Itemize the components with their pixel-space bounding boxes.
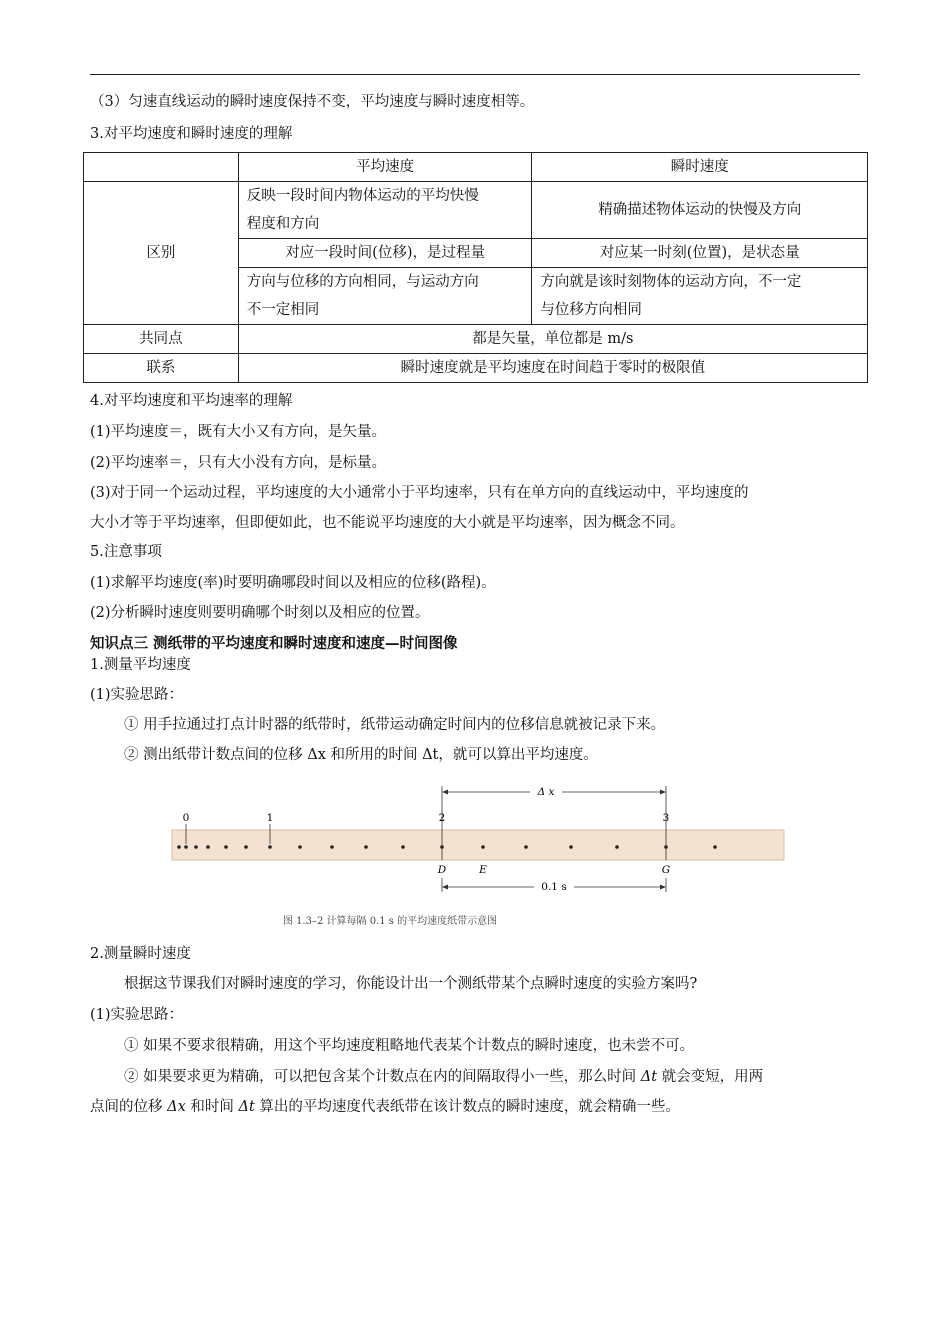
measure-avg-idea: (1)实验思路： xyxy=(90,687,184,703)
step3-text-a: 点间的位移 xyxy=(90,1099,168,1115)
kp3-title: 知识点三 测纸带的平均速度和瞬时速度和速度—时间图像 xyxy=(90,635,458,652)
tape-dot xyxy=(440,845,444,849)
diff-inst-3 xyxy=(532,268,868,325)
step2-text-a: ② 如果要求更为精确，可以把包含某个计数点在内的间隔取得小一些，那么时间 xyxy=(124,1069,641,1085)
cell-line: 程度和方向 xyxy=(246,216,320,232)
section3-title: 3.对平均速度和瞬时速度的理解 xyxy=(90,126,293,142)
cell-line: 不一定相同 xyxy=(246,302,320,318)
header-rule xyxy=(90,74,860,75)
tape-dot xyxy=(364,845,368,849)
tape-dot xyxy=(194,845,198,849)
table-header-row xyxy=(84,153,868,182)
diff-avg-1 xyxy=(238,182,532,239)
comparison-table xyxy=(83,152,868,383)
tape-dot xyxy=(177,845,181,849)
paper-tape xyxy=(172,830,784,860)
step3-text-b: 和时间 xyxy=(185,1099,239,1115)
cell-line: 与位移方向相同 xyxy=(540,302,642,318)
tape-dot xyxy=(664,845,668,849)
dx-arrowhead-left xyxy=(442,790,448,795)
dx-label: Δ x xyxy=(537,786,555,798)
step3-text-c: 算出的平均速度代表纸带在该计数点的瞬时速度，就会精确一些。 xyxy=(254,1099,680,1115)
point-label-g: G xyxy=(661,864,671,876)
header-avg-velocity: 平均速度 xyxy=(238,153,532,182)
count-label-0: 0 xyxy=(182,812,190,824)
measure-inst-question: 根据这节课我们对瞬时速度的学习，你能设计出一个测纸带某个点瞬时速度的实验方案吗? xyxy=(124,976,698,992)
point-label-e: E xyxy=(479,864,487,876)
dx-symbol: Δx xyxy=(167,1099,186,1115)
diff-inst-2: 对应某一时刻(位置)，是状态量 xyxy=(532,239,868,268)
tape-dot xyxy=(481,845,485,849)
common-value: 都是矢量，单位都是 m/s xyxy=(238,325,867,354)
tape-dot xyxy=(615,845,619,849)
header-inst-velocity: 瞬时速度 xyxy=(532,153,868,182)
section5-item2: (2)分析瞬时速度则要明确哪个时刻以及相应的位置。 xyxy=(90,605,430,621)
measure-inst-step2 xyxy=(124,1067,763,1087)
diff-label: 区别 xyxy=(84,182,239,325)
section4-item1: (1)平均速度＝，既有大小又有方向，是矢量。 xyxy=(90,424,387,440)
dt-arrowhead-right xyxy=(660,885,666,890)
dx-arrowhead-right xyxy=(660,790,666,795)
dt-symbol: Δt xyxy=(238,1099,255,1115)
count-label-1: 1 xyxy=(266,812,274,824)
table-row xyxy=(84,325,868,354)
section4-item3-line2: 大小才等于平均速率，但即便如此，也不能说平均速度的大小就是平均速率，因为概念不同。 xyxy=(90,515,685,531)
tape-dot xyxy=(244,845,248,849)
link-label: 联系 xyxy=(84,354,239,383)
figure-caption: 图 1.3–2 计算每隔 0.1 s 的平均速度纸带示意图 xyxy=(282,916,498,927)
table-row xyxy=(84,354,868,383)
table-row xyxy=(84,182,868,239)
cell-line: 方向与位移的方向相同，与运动方向 xyxy=(246,274,479,290)
tape-dot xyxy=(184,845,188,849)
measure-avg-step1: ① 用手拉通过打点计时器的纸带时，纸带运动确定时间内的位移信息就被记录下来。 xyxy=(124,717,666,733)
table-corner-cell xyxy=(84,153,239,182)
cell-line: 方向就是该时刻物体的运动方向，不一定 xyxy=(540,274,802,290)
tape-dot xyxy=(569,845,573,849)
count-label-3: 3 xyxy=(662,812,670,824)
section4-title: 4.对平均速度和平均速率的理解 xyxy=(90,393,293,409)
count-label-2: 2 xyxy=(438,812,446,824)
tape-dot xyxy=(224,845,228,849)
measure-inst-step1: ① 如果不要求很精确，用这个平均速度粗略地代表某个计数点的瞬时速度，也未尝不可。 xyxy=(124,1038,695,1054)
section5-title: 5.注意事项 xyxy=(90,544,162,560)
tape-dot xyxy=(206,845,210,849)
tape-dot xyxy=(401,845,405,849)
paper-tape-figure xyxy=(170,778,790,938)
dt-arrowhead-left xyxy=(442,885,448,890)
measure-avg-step2: ② 测出纸带计数点间的位移 Δx 和所用的时间 Δt，就可以算出平均速度。 xyxy=(124,747,598,763)
intro-line: （3）匀速直线运动的瞬时速度保持不变，平均速度与瞬时速度相等。 xyxy=(90,94,535,110)
measure-inst-step3 xyxy=(90,1097,680,1117)
section4-item3-line1: (3)对于同一个运动过程，平均速度的大小通常小于平均速率，只有在单方向的直线运动中，平均速度的 xyxy=(90,485,749,501)
tape-dot xyxy=(298,845,302,849)
cell-line: 反映一段时间内物体运动的平均快慢 xyxy=(246,188,479,204)
dt-label: 0.1 s xyxy=(541,881,567,893)
tape-dot xyxy=(330,845,334,849)
diff-avg-3 xyxy=(238,268,532,325)
section5-item1: (1)求解平均速度(率)时要明确哪段时间以及相应的位移(路程)。 xyxy=(90,575,496,591)
measure-inst-title: 2.测量瞬时速度 xyxy=(90,946,191,962)
measure-inst-idea: (1)实验思路： xyxy=(90,1007,184,1023)
link-value: 瞬时速度就是平均速度在时间趋于零时的极限值 xyxy=(238,354,867,383)
common-label: 共同点 xyxy=(84,325,239,354)
point-label-d: D xyxy=(437,864,447,876)
diff-inst-1: 精确描述物体运动的快慢及方向 xyxy=(532,182,868,239)
section4-item2: (2)平均速率＝，只有大小没有方向，是标量。 xyxy=(90,455,387,471)
measure-avg-title: 1.测量平均速度 xyxy=(90,657,191,673)
dt-symbol: Δt xyxy=(640,1069,658,1085)
diff-avg-2: 对应一段时间(位移)，是过程量 xyxy=(238,239,532,268)
tape-dot xyxy=(713,845,717,849)
tape-dot xyxy=(524,845,528,849)
step2-text-b: 就会变短，用两 xyxy=(657,1069,764,1085)
tape-dot xyxy=(268,845,272,849)
